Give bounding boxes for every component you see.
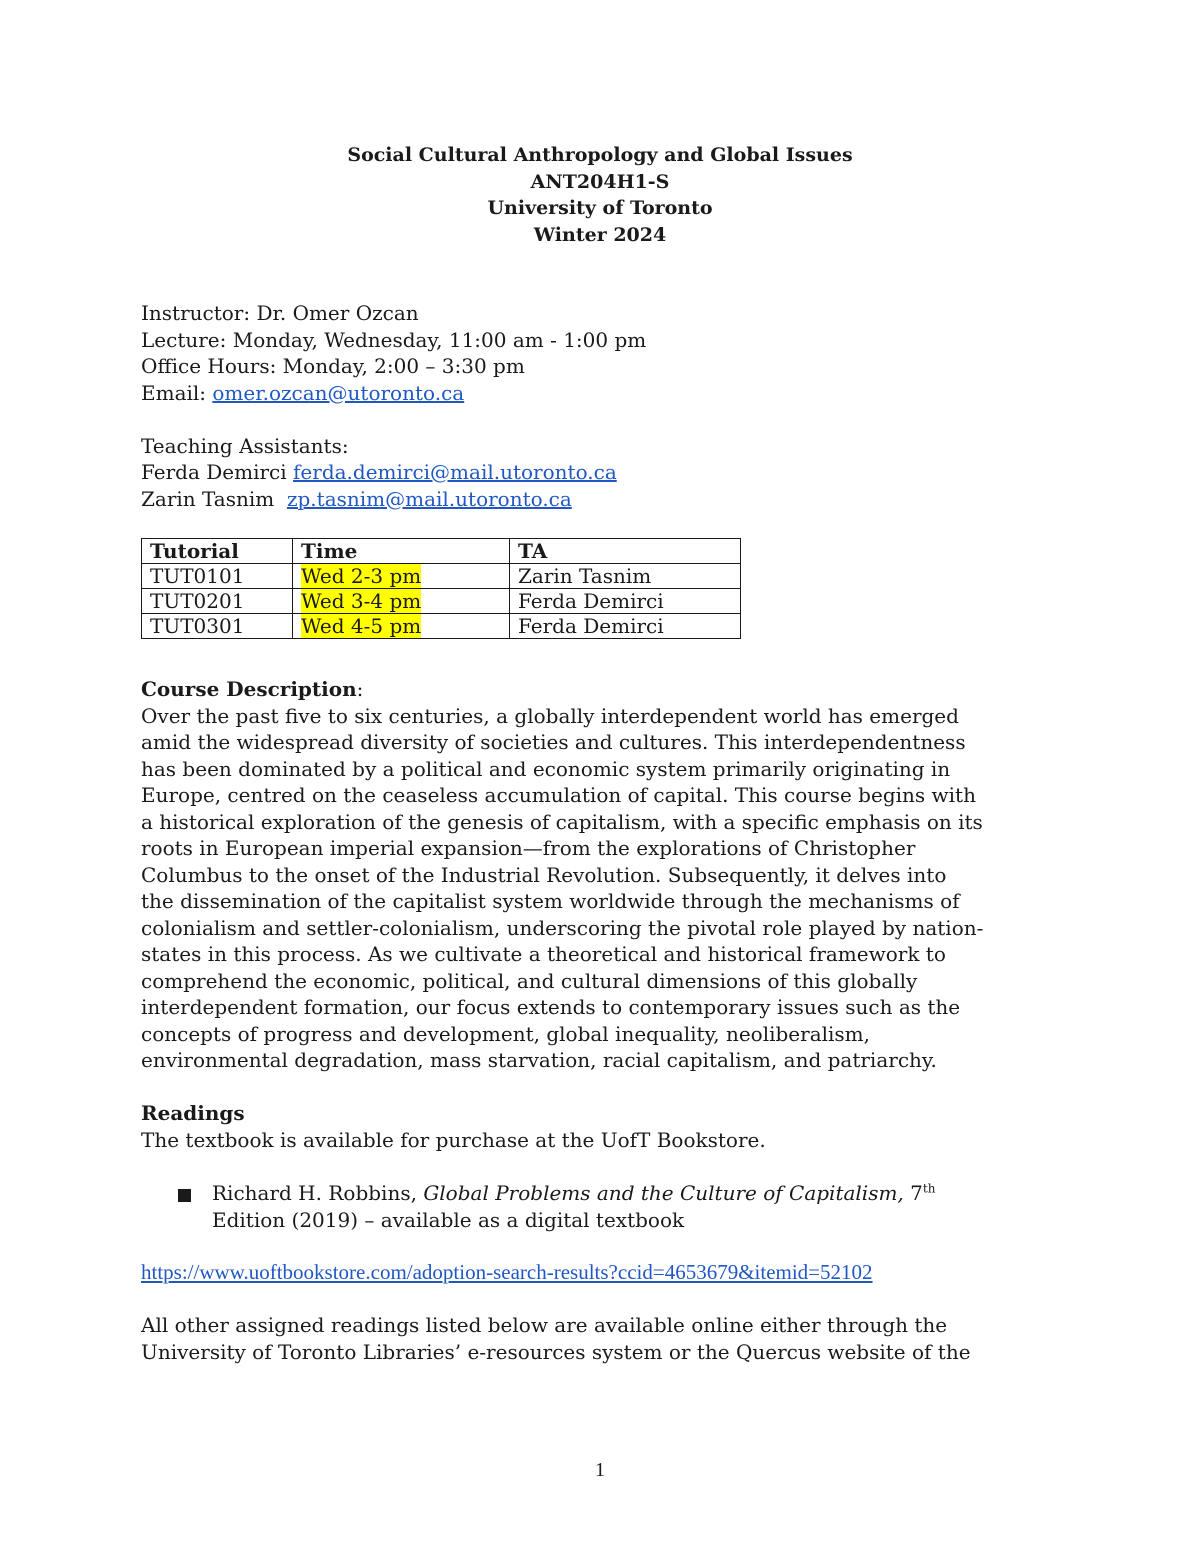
description-line: a historical exploration of the genesis of capitalism, with a specific emphasis on its xyxy=(141,809,983,834)
column-header: TA xyxy=(510,539,741,564)
office-hours-line: Office Hours: Monday, 2:00 – 3:30 pm xyxy=(141,354,525,378)
email-line xyxy=(141,380,1071,407)
ta-cell: Ferda Demirci xyxy=(510,589,741,614)
contact-info xyxy=(141,300,1071,512)
description-line: roots in European imperial expansion—from the explorations of Christopher xyxy=(141,836,916,860)
term: Winter 2024 xyxy=(533,223,667,246)
book-edition-number: 7 xyxy=(903,1181,923,1205)
description-line: colonialism and settler-colonialism, underscoring the pivotal role played by nation- xyxy=(141,915,984,940)
tutorial-table xyxy=(141,538,741,639)
ta-cell: Ferda Demirci xyxy=(510,614,741,639)
page-number: 1 xyxy=(595,1459,605,1481)
time-highlight: Wed 3-4 pm xyxy=(301,589,422,613)
readings-heading: Readings xyxy=(141,1101,245,1125)
description-line: Columbus to the onset of the Industrial Revolution. Subsequently, it delves into xyxy=(141,862,947,887)
description-heading-line xyxy=(141,676,1081,703)
table-row xyxy=(142,589,741,614)
readings-intro: The textbook is available for purchase at the UofT Bookstore. xyxy=(141,1127,766,1152)
table-row xyxy=(142,564,741,589)
bookstore-link[interactable]: https://www.uoftbookstore.com/adoption-search-results?ccid=4653679&itemid=52102 xyxy=(141,1260,873,1284)
table-header-row xyxy=(142,539,741,564)
book-title: Global Problems and the Culture of Capitalism, xyxy=(423,1181,904,1205)
other-readings-line: All other assigned readings listed below are available online either through the xyxy=(141,1313,948,1337)
email-label: Email: xyxy=(141,380,213,405)
description-line: concepts of progress and development, global inequality, neoliberalism, xyxy=(141,1021,871,1046)
time-cell xyxy=(293,614,510,639)
instructor-email-link[interactable]: omer.ozcan@utoronto.ca xyxy=(212,380,465,405)
ta-row xyxy=(141,486,1071,513)
description-line: comprehend the economic, political, and cultural dimensions of this globally xyxy=(141,968,918,993)
tutorial-cell: TUT0201 xyxy=(142,589,293,614)
university-name: University of Toronto xyxy=(487,197,713,219)
course-description xyxy=(141,676,1081,1153)
lecture-line: Lecture: Monday, Wednesday, 11:00 am - 1:00 pm xyxy=(141,327,647,352)
ta-name: Zarin Tasnim xyxy=(141,486,287,511)
time-cell xyxy=(293,589,510,614)
time-highlight: Wed 2-3 pm xyxy=(301,564,422,588)
book-author: Richard H. Robbins, xyxy=(212,1181,424,1205)
course-title: Social Cultural Anthropology and Global Issues xyxy=(347,144,853,166)
ta-email-link[interactable]: ferda.demirci@mail.utoronto.ca xyxy=(293,460,617,484)
textbook-entry xyxy=(212,1180,935,1233)
description-line: interdependent formation, our focus extends to contemporary issues such as the xyxy=(141,995,961,1019)
column-header: Tutorial xyxy=(142,539,293,564)
ta-name: Ferda Demirci xyxy=(141,460,294,484)
other-readings-line: University of Toronto Libraries’ e-resources system or the Quercus website of the xyxy=(141,1339,971,1364)
book-edition-line: Edition (2019) – available as a digital textbook xyxy=(212,1207,685,1232)
description-line: states in this process. As we cultivate a theoretical and historical framework to xyxy=(141,942,946,966)
other-readings xyxy=(141,1312,1081,1365)
description-line: Europe, centred on the ceaseless accumulation of capital. This course begins with xyxy=(141,783,976,807)
description-colon: : xyxy=(356,677,364,701)
ta-email-link[interactable]: zp.tasnim@mail.utoronto.ca xyxy=(286,486,572,511)
description-line: environmental degradation, mass starvation, racial capitalism, and patriarchy. xyxy=(141,1048,937,1072)
ta-row xyxy=(141,459,1071,486)
table-row xyxy=(142,614,741,639)
square-bullet-icon xyxy=(178,1189,191,1202)
description-line: amid the widespread diversity of societies and cultures. This interdependentness xyxy=(141,730,966,754)
description-line: has been dominated by a political and economic system primarily originating in xyxy=(141,756,951,781)
instructor-line: Instructor: Dr. Omer Ozcan xyxy=(141,301,419,325)
time-highlight: Wed 4-5 pm xyxy=(301,614,422,638)
book-edition-suffix: th xyxy=(922,1181,936,1196)
ta-heading: Teaching Assistants: xyxy=(141,433,349,458)
ta-cell: Zarin Tasnim xyxy=(510,564,741,589)
course-code: ANT204H1-S xyxy=(530,170,670,193)
time-cell xyxy=(293,564,510,589)
column-header: Time xyxy=(293,539,510,564)
description-line: Over the past five to six centuries, a globally interdependent world has emerged xyxy=(141,703,959,728)
course-header xyxy=(0,142,1200,248)
description-line: the dissemination of the capitalist system worldwide through the mechanisms of xyxy=(141,889,960,913)
tutorial-cell: TUT0101 xyxy=(142,564,293,589)
description-heading: Course Description xyxy=(141,677,357,701)
tutorial-cell: TUT0301 xyxy=(142,614,293,639)
